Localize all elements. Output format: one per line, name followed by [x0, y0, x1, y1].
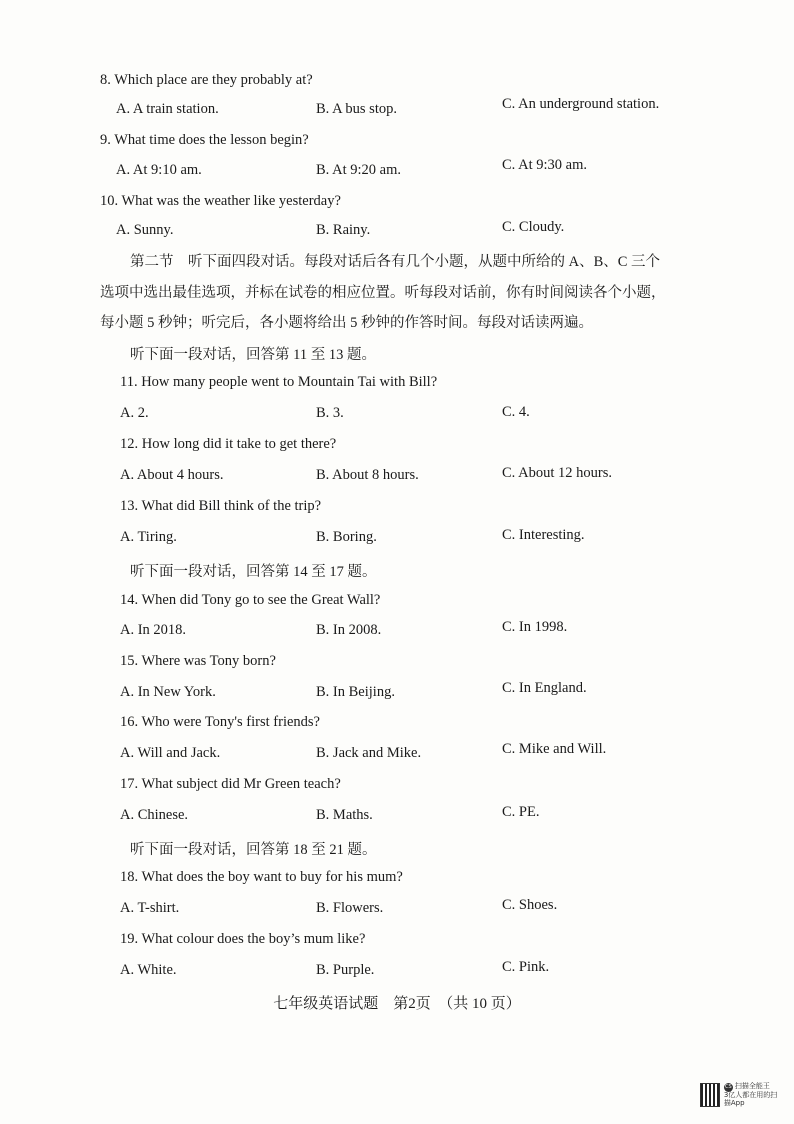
question-8-option-b: B. A bus stop. [316, 101, 397, 117]
question-17-option-b: B. Maths. [316, 807, 373, 823]
question-8-option-c: C. An underground station. [502, 96, 660, 112]
question-13-option-a: A. Tiring. [120, 529, 177, 545]
question-10-option-a: A. Sunny. [116, 222, 174, 238]
question-14-prompt: 14. When did Tony go to see the Great Wall? [120, 592, 381, 608]
question-9-option-b: B. At 9:20 am. [316, 162, 401, 178]
question-11-option-b: B. 3. [316, 405, 344, 421]
question-15-option-a: A. In New York. [120, 684, 216, 700]
question-9-prompt: 9. What time does the lesson begin? [100, 132, 309, 148]
section-2-line-1: 第二节 听下面四段对话。每段对话后各有几个小题，从题中所给的 A、B、C 三个 [130, 254, 661, 270]
question-17-prompt: 17. What subject did Mr Green teach? [120, 776, 341, 792]
question-15-prompt: 15. Where was Tony born? [120, 653, 276, 669]
section-2-line-3: 每小题 5 秒钟；听完后，各小题将给出 5 秒钟的作答时间。每段对话读两遍。 [100, 315, 593, 331]
question-16-option-c: C. Mike and Will. [502, 741, 607, 757]
scanner-watermark-text [724, 1083, 784, 1107]
qr-code-icon [700, 1083, 720, 1107]
question-9-option-c: C. At 9:30 am. [502, 157, 587, 173]
question-11-option-a: A. 2. [120, 405, 149, 421]
question-14-option-c: C. In 1998. [502, 619, 568, 635]
question-9-option-a: A. At 9:10 am. [116, 162, 202, 178]
question-10-option-b: B. Rainy. [316, 222, 371, 238]
scanner-tagline: 3亿人都在用的扫描App [723, 1090, 778, 1107]
question-19-prompt: 19. What colour does the boy’s mum like? [120, 931, 366, 947]
page-footer: 七年级英语试题 第2页 （共 10 页） [273, 996, 521, 1012]
question-16-option-a: A. Will and Jack. [120, 745, 221, 761]
question-11-prompt: 11. How many people went to Mountain Tai with Bill? [120, 374, 438, 390]
question-12-option-a: A. About 4 hours. [120, 467, 224, 483]
question-16-prompt: 16. Who were Tony's first friends? [120, 714, 320, 730]
scanner-name: 扫描全能王 [734, 1081, 770, 1090]
question-10-prompt: 10. What was the weather like yesterday? [100, 193, 341, 209]
question-18-option-b: B. Flowers. [316, 900, 384, 916]
question-14-option-b: B. In 2008. [316, 622, 382, 638]
question-19-option-c: C. Pink. [502, 959, 550, 975]
question-16-option-b: B. Jack and Mike. [316, 745, 422, 761]
dialogue-instruction-18-21: 听下面一段对话，回答第 18 至 21 题。 [130, 842, 377, 858]
question-17-option-a: A. Chinese. [120, 807, 189, 823]
dialogue-instruction-11-13: 听下面一段对话，回答第 11 至 13 题。 [130, 347, 376, 363]
scanner-badge-icon: CS [725, 1083, 732, 1090]
question-8-option-a: A. A train station. [116, 101, 219, 117]
question-8-prompt: 8. Which place are they probably at? [100, 72, 313, 88]
question-13-prompt: 13. What did Bill think of the trip? [120, 498, 322, 514]
section-2-line-2: 选项中选出最佳选项，并标在试卷的相应位置。听每段对话前，你有时间阅读各个小题， [100, 285, 666, 301]
question-13-option-c: C. Interesting. [502, 527, 585, 543]
question-13-option-b: B. Boring. [316, 529, 377, 545]
question-12-prompt: 12. How long did it take to get there? [120, 436, 337, 452]
question-15-option-c: C. In England. [502, 680, 587, 696]
question-17-option-c: C. PE. [502, 804, 540, 820]
question-10-option-c: C. Cloudy. [502, 219, 565, 235]
question-12-option-b: B. About 8 hours. [316, 467, 419, 483]
question-19-option-b: B. Purple. [316, 962, 375, 978]
question-14-option-a: A. In 2018. [120, 622, 187, 638]
question-18-prompt: 18. What does the boy want to buy for his mum? [120, 869, 403, 885]
question-18-option-a: A. T-shirt. [120, 900, 180, 916]
question-19-option-a: A. White. [120, 962, 177, 978]
question-18-option-c: C. Shoes. [502, 897, 558, 913]
scanner-watermark [700, 1082, 784, 1108]
question-11-option-c: C. 4. [502, 404, 530, 420]
question-12-option-c: C. About 12 hours. [502, 465, 612, 481]
question-15-option-b: B. In Beijing. [316, 684, 395, 700]
dialogue-instruction-14-17: 听下面一段对话，回答第 14 至 17 题。 [130, 564, 377, 580]
